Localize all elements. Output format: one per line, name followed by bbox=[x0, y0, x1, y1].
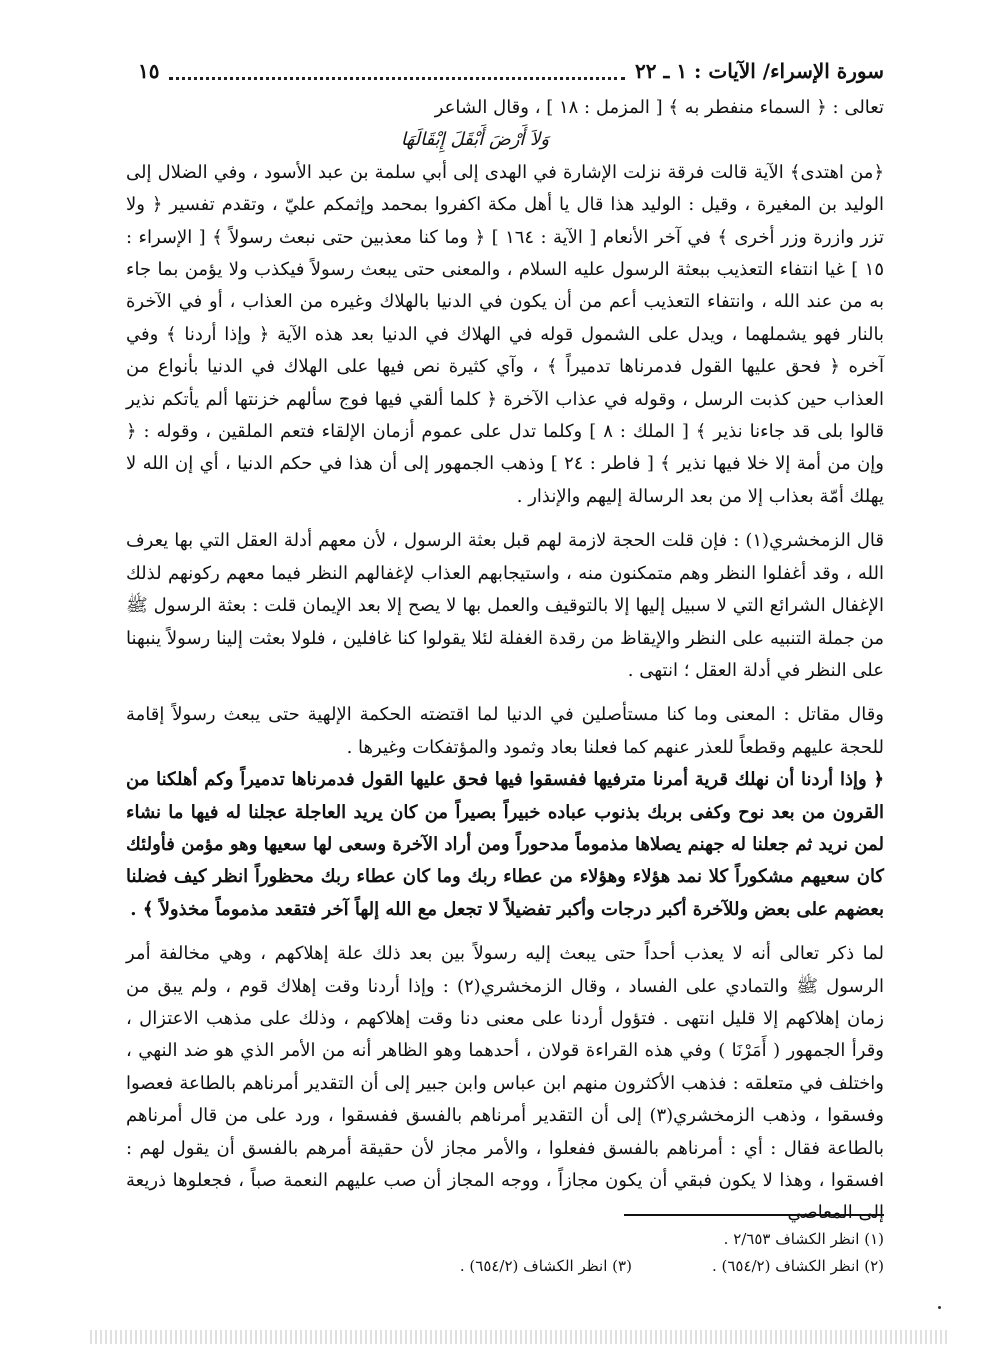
paragraph-commentary-1: ﴿من اهتدى﴾ الآية قالت فرقة نزلت الإشارة في الهدى إلى أبي سلمة بن عبد الأسود ، وفي الضلال إلى الوليد بن المغيرة ، وقيل : الوليد هذا قال يا أهل مكة اكفروا بمحمد وإثمكم عليّ ، وتقدم تفسير ﴿ ولا تزر وازرة وزر أخرى ﴾ في آخر الأنعام [ الآية : ١٦٤ ] ﴿ وما كنا معذبين حتى نبعث رسولاً ﴾ [ الإسراء : ١٥ ] غيا انتفاء التعذيب ببعثة الرسول عليه السلام ، والمعنى حتى يبعث رسولاً فيكذب ولا يؤمن بما جاء به من عند الله ، وانتفاء التعذيب أعم من أن يكون في الدنيا بالهلاك وغيره من العذاب ، أو في الآخرة بالنار فهو يشملهما ، ويدل على الشمول قوله في الهلاك في الدنيا بعد هذه الآية ﴿ وإذا أردنا ﴾ وفي آخره ﴿ فحق عليها القول فدمرناها تدميراً ﴾ ، وآي كثيرة نص فيها على الهلاك في الدنيا بأنواع من العذاب حين كذبت الرسل ، وقوله في عذاب الآخرة ﴿ كلما ألقي فيها فوج سألهم خزنتها ألم يأتكم نذير قالوا بلى قد جاءنا نذير ﴾ [ الملك : ٨ ] وكلما تدل على عموم أزمان الإلقاء فتعم الملقين ، وقوله : ﴿ وإن من أمة إلا خلا فيها نذير ﴾ [ فاطر : ٢٤ ] وذهب الجمهور إلى أن هذا في حكم الدنيا ، أي إن الله لا يهلك أمّة بعذاب إلا من بعد الرسالة إليهم والإنذار . bbox=[126, 161, 885, 507]
footnote-3: (٣) انظر الكشاف (٦٥٤/٢) . bbox=[459, 1257, 632, 1275]
footnote-row bbox=[126, 1253, 884, 1280]
scan-speck bbox=[938, 1306, 941, 1309]
main-text bbox=[126, 92, 884, 1230]
paragraph-gap bbox=[126, 687, 884, 699]
paragraph-commentary-2: لما ذكر تعالى أنه لا يعذب أحداً حتى يبعث إليه رسولاً بين بعد ذلك علة إهلاكهم ، وهي مخالفة أمر الرسول ﷺ والتمادي على الفساد ، وقال الزمخشري(٢) : وإذا أردنا وقت إهلاك قوم ، ولم يبق من زمان إهلاكهم إلا قليل انتهى . فتؤول أردنا على معنى دنا وقت إهلاكهم ، وذلك على مذهب الاعتزال ، وقرأ الجمهور ( أَمَرْنَا ) وفي هذه القراءة قولان ، أحدهما وهو الظاهر أنه من الأمر الذي هو ضد النهي ، واختلف في متعلقه : فذهب الأكثرون منهم ابن عباس وابن جبير إلى أن التقدير أمرناهم بالطاعة فعصوا وفسقوا ، وذهب الزمخشري(٣) إلى أن التقدير أمرناهم بالفسق ففسقوا ، ورد على من قال أمرناهم بالطاعة فقال : أي : أمرناهم بالفسق ففعلوا ، والأمر مجاز لأن حقيقة أمرهم بالفسق أن يقول لهم : افسقوا ، وهذا لا يكون فبقي أن يكون مجازاً ، ووجه المجاز أن صب عليهم النعمة صباً ، فجعلوها ذريعة إلى المعاصي bbox=[126, 943, 885, 1224]
quran-verses-block: ﴿ وإذا أردنا أن نهلك قرية أمرنا مترفيها ففسقوا فيها فحق عليها القول فدمرناها تدميراً وكم أهلكنا من القرون من بعد نوح وكفى بربك بذنوب عباده خبيراً بصيراً من كان يريد العاجلة عجلنا له فيها ما نشاء لمن نريد ثم جعلنا له جهنم يصلاها مذموماً مدحوراً ومن أراد الآخرة وسعى لها سعيها وهو مؤمن فأولئك كان سعيهم مشكوراً كلا نمد هؤلاء وهؤلاء من عطاء ربك وما كان عطاء ربك محظوراً انظر كيف فضلنا بعضهم على بعض وللآخرة أكبر درجات وأكبر تفضيلاً لا تجعل مع الله إلهاً آخر فتقعد مذموماً مخذولاً ﴾ . bbox=[126, 769, 884, 920]
header-dot-leader bbox=[169, 63, 625, 80]
paragraph-zamakhshari: قال الزمخشري(١) : فإن قلت الحجة لازمة لهم قبل بعثة الرسول ، لأن معهم أدلة العقل التي بها يعرف الله ، وقد أغفلوا النظر وهم متمكنون منه ، واستيجابهم العذاب لإغفالهم النظر فيما معهم ركونهم لذلك الإغفال الشرائع التي لا سبيل إليها إلا بالتوقيف والعمل بها لا يصح إلا بعد الإيمان قلت : بعثة الرسول ﷺ من جملة التنبيه على النظر والإيقاظ من رقدة الغفلة لئلا يقولوا كنا غافلين ، فلولا بعثت إلينا رسولاً ينبهنا على النظر في أدلة العقل ؛ انتهى . bbox=[126, 530, 884, 681]
scan-artifact-strip bbox=[90, 1330, 950, 1344]
running-header bbox=[138, 54, 884, 88]
poetry-verse: وَلاَ أَرْضَ أَبْقَلَ إِبْقَالَهَا bbox=[400, 129, 550, 151]
paragraph-intro: تعالى : ﴿ السماء منفطر به ﴾ [ المزمل : ١٨ ] ، وقال الشاعر bbox=[434, 97, 884, 118]
paragraph-muqatil: وقال مقاتل : المعنى وما كنا مستأصلين في الدنيا لما اقتضته الحكمة الإلهية حتى يبعث رسولاً إقامة للحجة عليهم وقطعاً للعذر عنهم كما فعلنا بعاد وثمود والمؤتفكات وغيرها . bbox=[126, 704, 884, 758]
footnote-2: (٢) انظر الكشاف (٦٥٤/٢) . bbox=[711, 1257, 884, 1275]
footnote-divider bbox=[624, 1214, 884, 1216]
paragraph-gap bbox=[126, 926, 884, 938]
footnote-1: (١) انظر الكشاف ٢/٦٥٣ . bbox=[723, 1230, 884, 1248]
surah-title: سورة الإسراء/ الآيات : ١ ـ ٢٢ bbox=[635, 59, 884, 83]
paragraph-gap bbox=[126, 513, 884, 525]
footnotes bbox=[126, 1226, 884, 1280]
page-number: ١٥ bbox=[138, 59, 160, 83]
